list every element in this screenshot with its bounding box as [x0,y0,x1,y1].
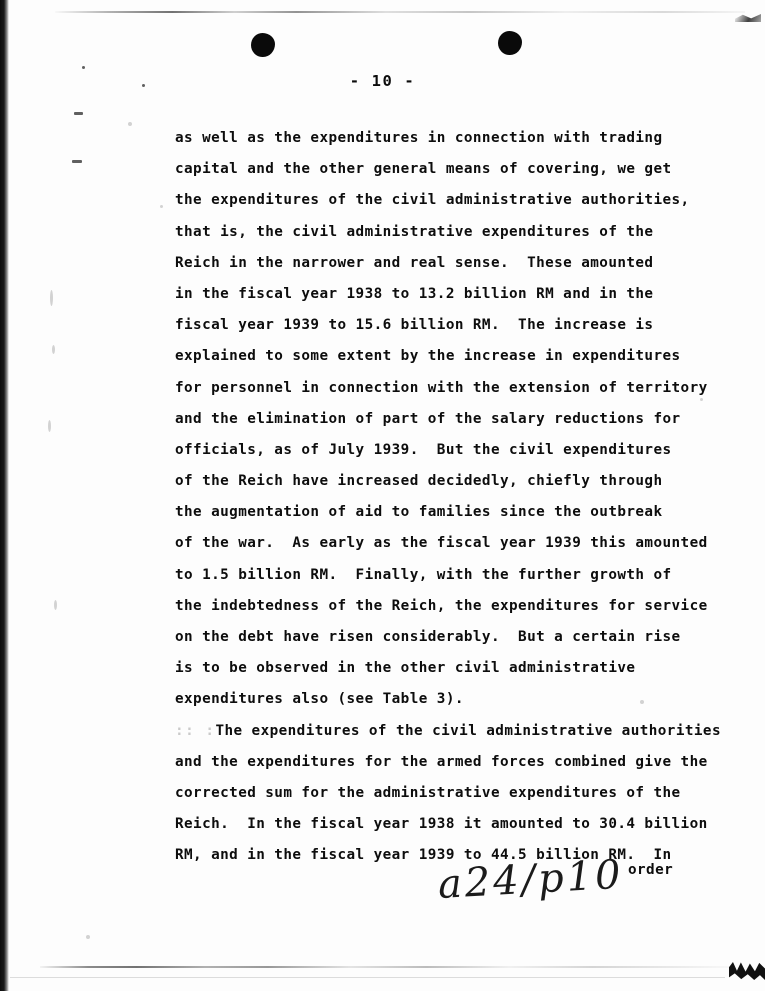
text-line: that is, the civil administrative expenditures of the [175,223,654,240]
punch-hole-left [251,33,275,57]
text-line: expenditures also (see Table 3). [175,691,464,708]
text-line: of the Reich have increased decidedly, chiefly through [175,473,663,490]
text-line: the expenditures of the civil administrative authorities, [175,192,690,209]
text-line: as well as the expenditures in connection with trading [175,130,663,146]
scan-artifact-top-right [735,14,761,22]
text-line: of the war. As early as the fiscal year 1939 this amounted [175,535,708,552]
text-line: for personnel in connection with the extension of territory [175,379,708,396]
speckle [72,160,82,163]
text-line: and the elimination of part of the salary reductions for [175,410,681,427]
speckle [48,420,51,432]
text-line: is to be observed in the other civil administrative [175,660,636,677]
document-body [175,123,735,872]
speckle [160,205,163,208]
text-line: fiscal year 1939 to 15.6 billion RM. The increase is [175,317,654,334]
text-line: to 1.5 billion RM. Finally, with the further growth of [175,566,672,583]
text-line: and the expenditures for the armed forces combined give the [175,753,708,770]
text-line: officials, as of July 1939. But the civil expenditures [175,441,672,458]
text-line: the indebtedness of the Reich, the expenditures for service [175,597,708,614]
speckle [52,345,55,354]
text-line: Reich in the narrower and real sense. These amounted [175,254,654,271]
scan-edge-left [0,0,9,991]
text-line: RM, and in the fiscal year 1939 to 44.5 billion RM. In [175,847,672,864]
text-line: on the debt have risen considerably. But a certain rise [175,629,681,645]
speckle [82,66,85,69]
speckle [50,290,53,306]
text-line: the augmentation of aid to families since the outbreak [175,504,663,521]
text-line: in the fiscal year 1938 to 13.2 billion RM and in the [175,285,654,302]
scan-edge-bottom [40,966,730,968]
punch-hole-right [498,31,522,55]
speckle [128,122,132,126]
handwritten-annotation: a24/p10 [436,851,625,908]
text-line: explained to some extent by the increase in expenditures [175,348,681,365]
text-line: capital and the other general means of covering, we get [175,161,672,178]
text-line: :: : The expenditures of the civil administrative authorities [175,716,735,747]
catchword: order [628,862,674,878]
speckle [54,600,57,610]
text-line: corrected sum for the administrative expenditures of the [175,784,681,801]
scan-artifact-bottom-right [729,958,765,980]
speckle [74,112,83,115]
speckle [86,935,90,939]
scan-edge-bottom-hairline [10,977,725,978]
scan-edge-top [55,11,745,13]
text-line: Reich. In the fiscal year 1938 it amounted to 30.4 billion [175,816,708,833]
page-folio: - 10 - [349,72,416,90]
